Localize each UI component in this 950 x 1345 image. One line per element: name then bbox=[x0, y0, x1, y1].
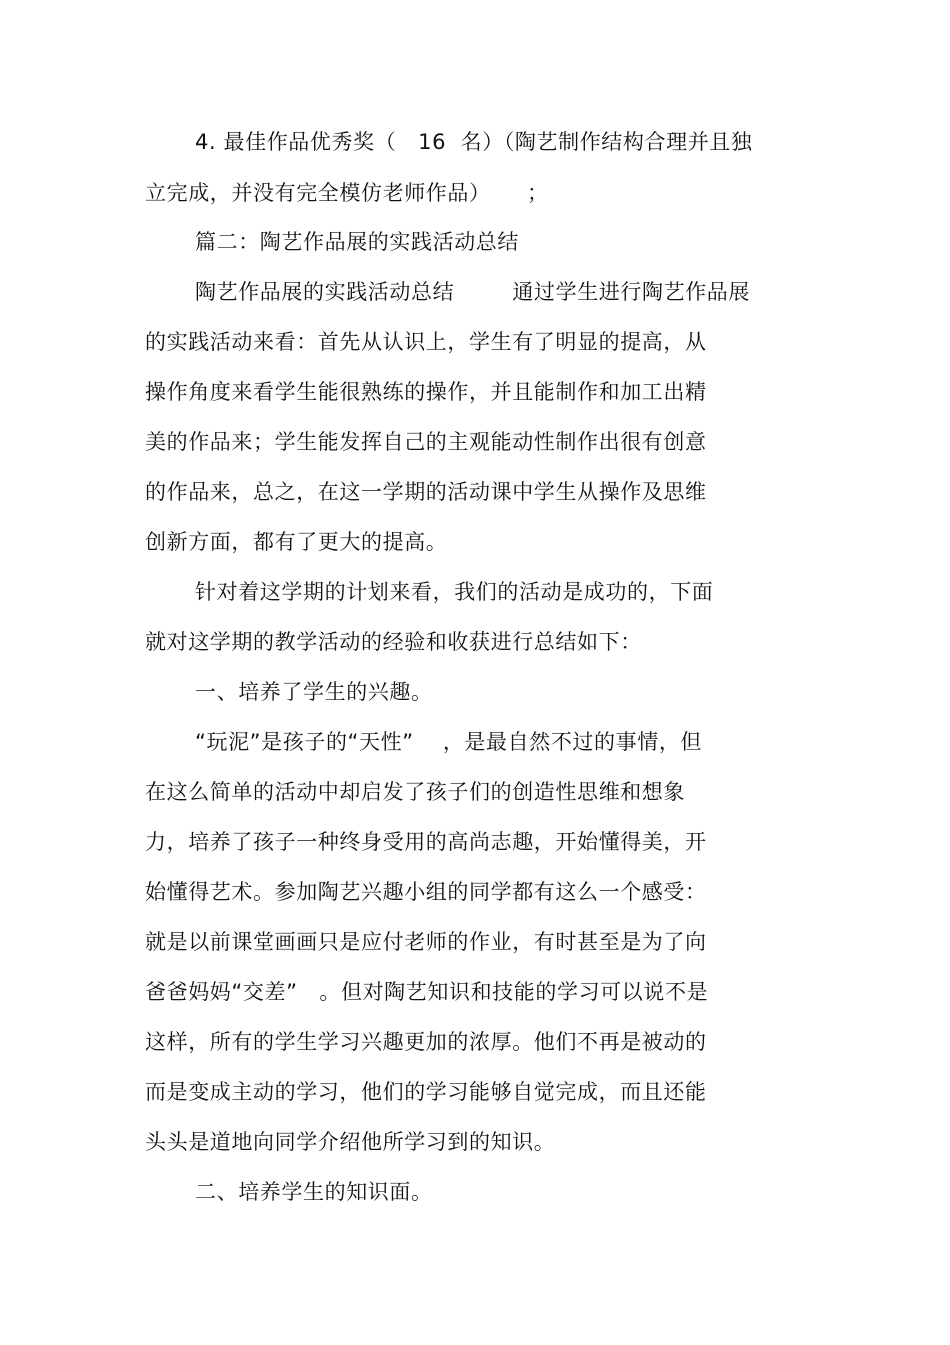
text-line: 始懂得艺术。参加陶艺兴趣小组的同学都有这么一个感受： bbox=[145, 880, 707, 904]
text-line: 这样，所有的学生学习兴趣更加的浓厚。他们不再是被动的 bbox=[145, 1030, 707, 1054]
text-line: 陶艺作品展的实践活动总结 通过学生进行陶艺作品展 bbox=[195, 280, 750, 304]
text-line: 就对这学期的教学活动的经验和收获进行总结如下： bbox=[145, 630, 642, 654]
text-line: 针对着这学期的计划来看，我们的活动是成功的，下面 bbox=[195, 580, 714, 604]
text-line: 在这么简单的活动中却启发了孩子们的创造性思维和想象 bbox=[145, 780, 685, 804]
section-heading: 一、培养了学生的兴趣。 bbox=[195, 680, 433, 704]
section-heading: 篇二：陶艺作品展的实践活动总结 bbox=[195, 230, 519, 254]
text-line: 爸爸妈妈“交差” 。但对陶艺知识和技能的学习可以说不是 bbox=[145, 980, 709, 1004]
text-line: 的实践活动来看：首先从认识上，学生有了明显的提高，从 bbox=[145, 330, 707, 354]
text-line: “玩泥”是孩子的“天性” ，是最自然不过的事情，但 bbox=[195, 730, 703, 754]
text-line: 头头是道地向同学介绍他所学习到的知识。 bbox=[145, 1130, 556, 1154]
text-line: 就是以前课堂画画只是应付老师的作业，有时甚至是为了向 bbox=[145, 930, 707, 954]
text-line: 4. 最佳作品优秀奖（ 16 名）（陶艺制作结构合理并且独 bbox=[195, 130, 753, 154]
text-line: 而是变成主动的学习，他们的学习能够自觉完成，而且还能 bbox=[145, 1080, 707, 1104]
text-line: 创新方面，都有了更大的提高。 bbox=[145, 530, 448, 554]
section-heading: 二、培养学生的知识面。 bbox=[195, 1180, 433, 1204]
text-line: 操作角度来看学生能很熟练的操作，并且能制作和加工出精 bbox=[145, 380, 707, 404]
text-line: 的作品来，总之，在这一学期的活动课中学生从操作及思维 bbox=[145, 480, 707, 504]
text-line: 美的作品来；学生能发挥自己的主观能动性制作出很有创意 bbox=[145, 430, 707, 454]
text-line: 立完成，并没有完全模仿老师作品） ； bbox=[145, 181, 549, 205]
text-line: 力，培养了孩子一种终身受用的高尚志趣，开始懂得美，开 bbox=[145, 830, 707, 854]
